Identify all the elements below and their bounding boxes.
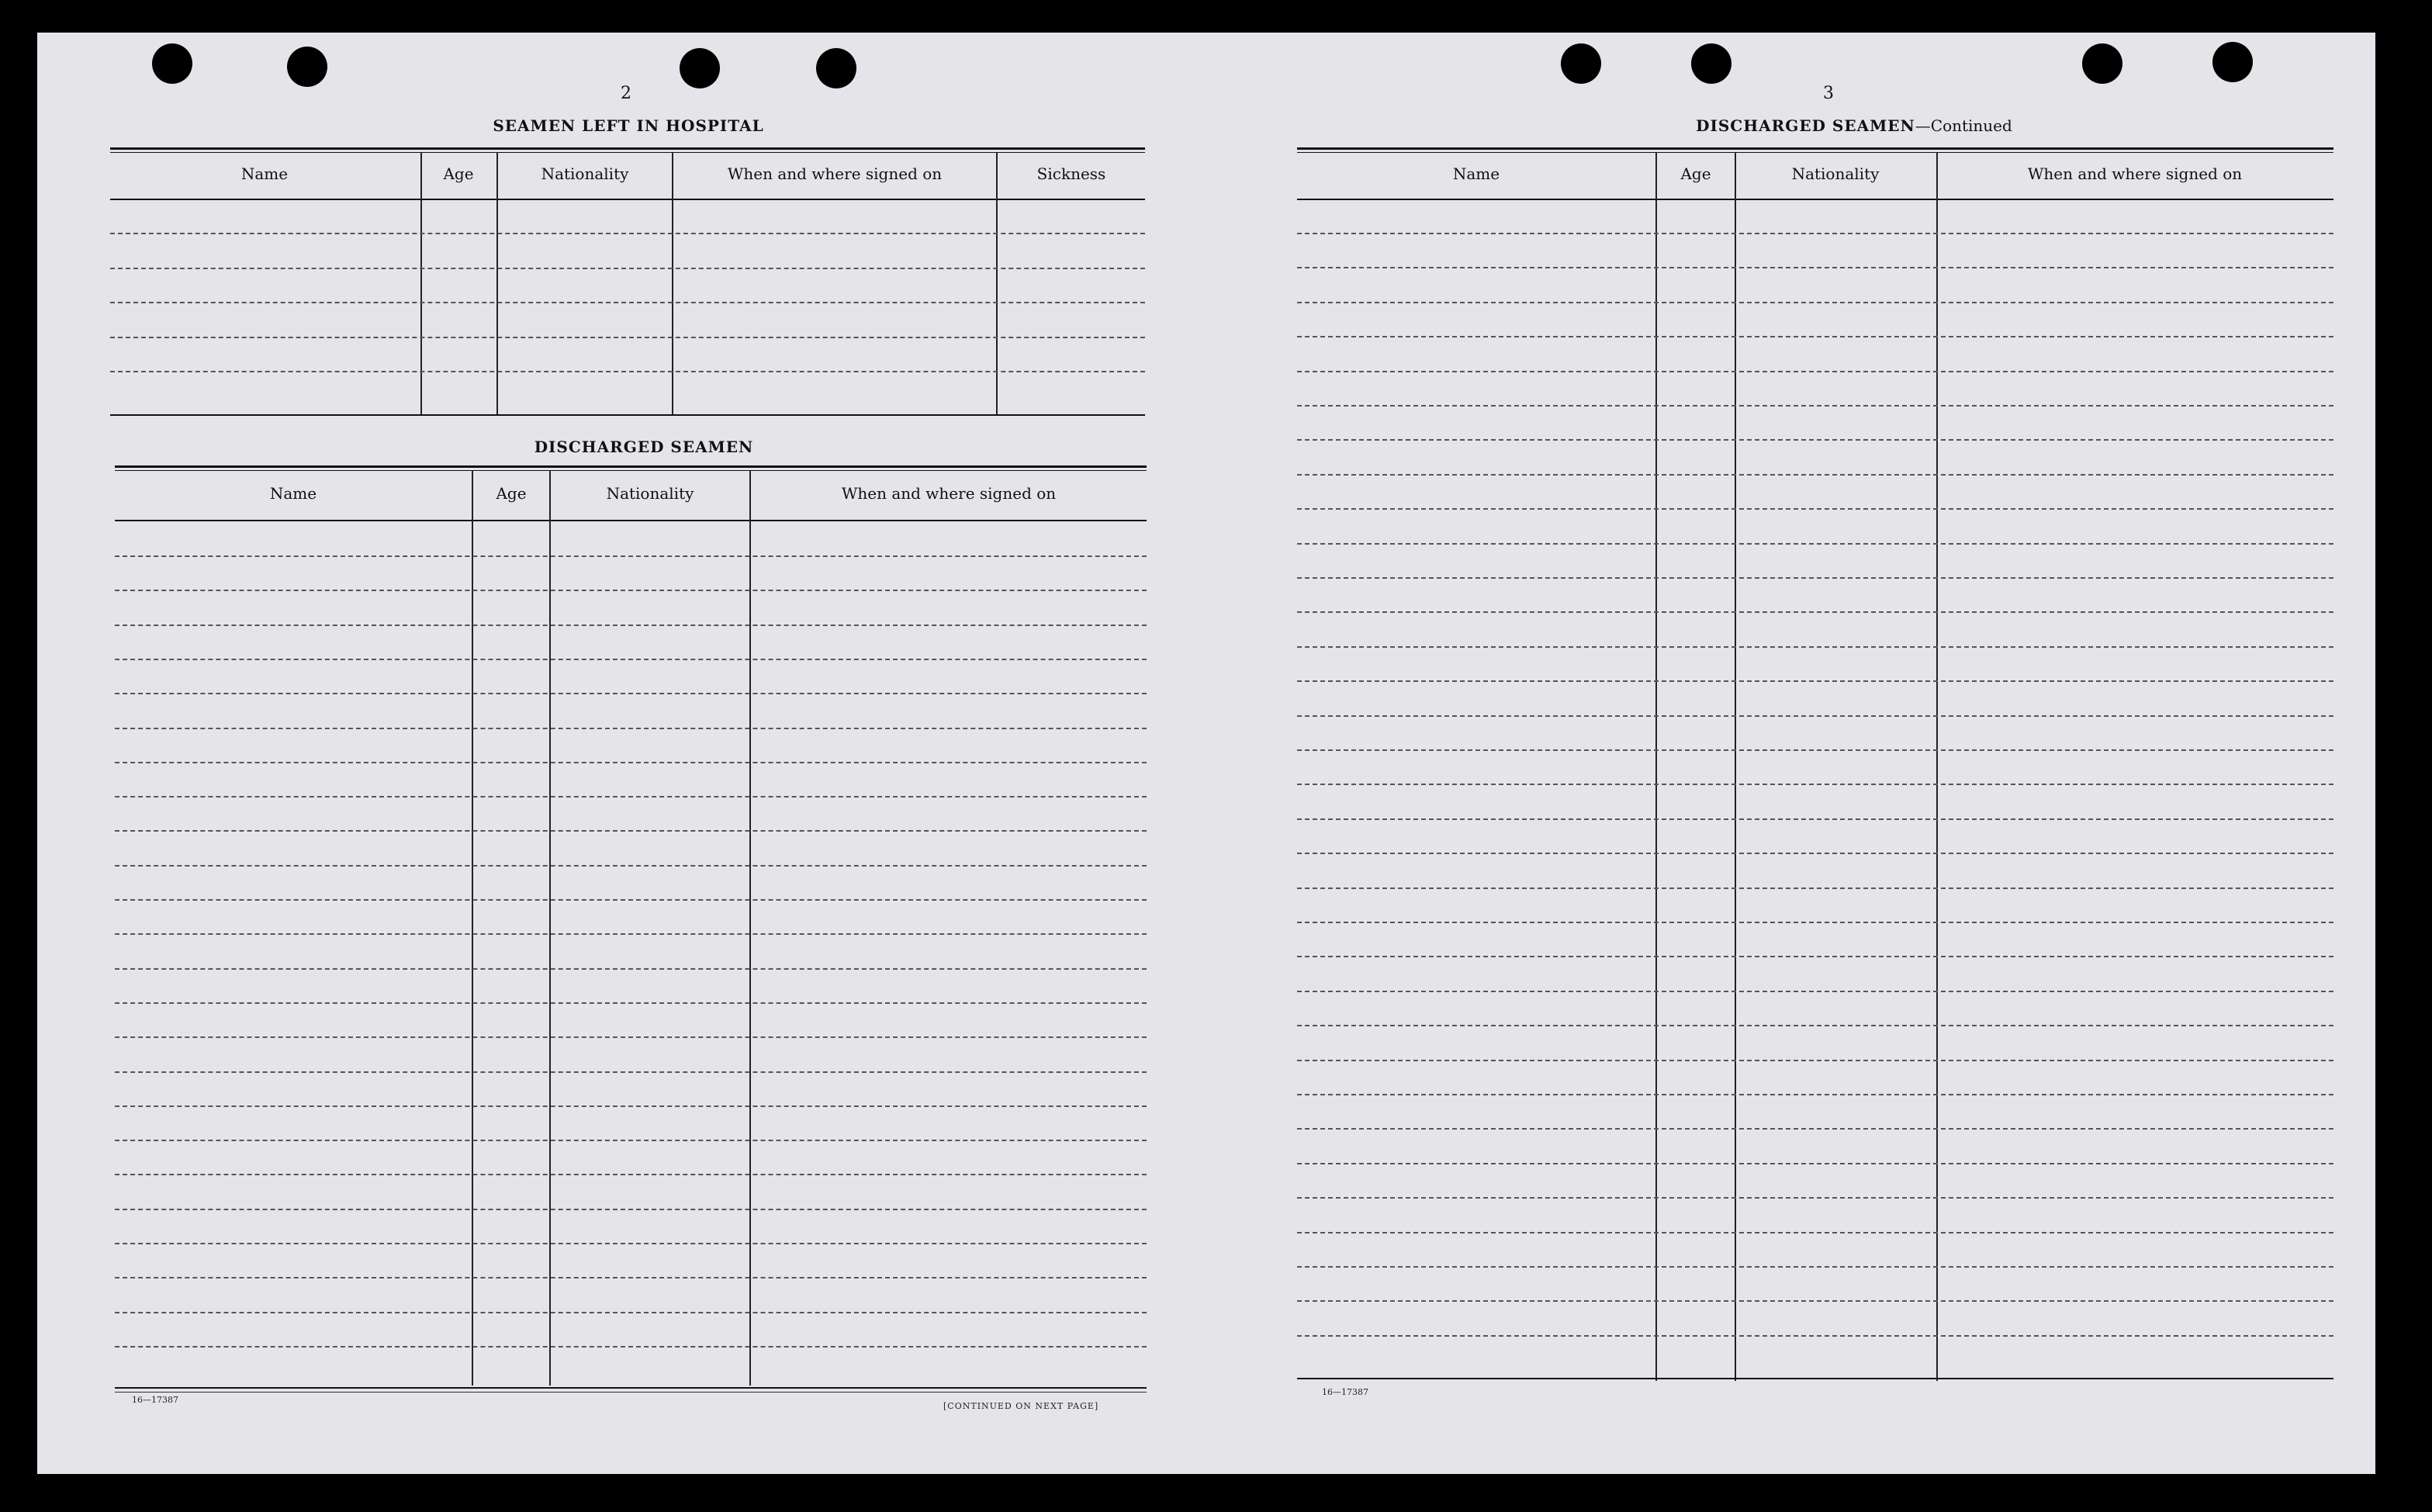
- row-line: [115, 659, 1147, 660]
- row-line: [1297, 715, 2333, 717]
- punch-hole: [1561, 43, 1601, 84]
- row-line: [1297, 439, 2333, 441]
- column-divider: [549, 470, 551, 1386]
- row-line: [1297, 1197, 2333, 1199]
- table-top-rule: [1297, 147, 2333, 150]
- table-bottom-rule: [115, 1387, 1147, 1389]
- discharged-continued-suffix: —Continued: [1915, 116, 2012, 135]
- row-line: [1297, 1163, 2333, 1164]
- row-line: [1297, 577, 2333, 579]
- row-line: [115, 1071, 1147, 1073]
- header-rule: [110, 199, 1145, 200]
- form-code-left: 16—17387: [132, 1395, 178, 1405]
- row-line: [1297, 1335, 2333, 1337]
- row-line: [1297, 1025, 2333, 1026]
- row-line: [1297, 1060, 2333, 1061]
- row-line: [1297, 474, 2333, 476]
- column-divider: [672, 152, 673, 416]
- row-line: [115, 899, 1147, 901]
- column-header-name: Name: [240, 164, 289, 183]
- column-header-nationality: Nationality: [1791, 164, 1880, 183]
- row-line: [1297, 267, 2333, 268]
- punch-hole: [152, 43, 192, 84]
- row-line: [1297, 336, 2333, 337]
- row-line: [115, 1243, 1147, 1244]
- table-top-rule: [110, 147, 1145, 150]
- header-rule: [1297, 199, 2333, 200]
- column-header-name: Name: [1452, 164, 1500, 183]
- row-line: [110, 268, 1145, 269]
- discharged-continued-table: [1297, 147, 2333, 1381]
- row-line: [1297, 1128, 2333, 1130]
- row-line: [115, 1105, 1147, 1107]
- column-header-nationality: Nationality: [606, 484, 694, 503]
- row-line: [110, 302, 1145, 303]
- row-line: [1297, 405, 2333, 407]
- punch-hole: [1691, 43, 1731, 84]
- column-header-signed-on: When and where signed on: [841, 484, 1057, 503]
- column-header-signed-on: When and where signed on: [727, 164, 943, 183]
- discharged-table: [115, 465, 1147, 1396]
- table-top-rule: [1297, 152, 2333, 153]
- row-line: [1297, 1094, 2333, 1095]
- row-line: [1297, 508, 2333, 510]
- row-line: [1297, 818, 2333, 820]
- row-line: [1297, 680, 2333, 682]
- row-line: [1297, 646, 2333, 648]
- row-line: [1297, 887, 2333, 889]
- column-header-age: Age: [1680, 164, 1711, 183]
- table-bottom-rule: [110, 414, 1145, 416]
- row-line: [1297, 1300, 2333, 1302]
- row-line: [115, 590, 1147, 591]
- page-number-left: 2: [621, 84, 631, 103]
- row-line: [115, 1174, 1147, 1175]
- row-line: [115, 1312, 1147, 1313]
- table-bottom-rule: [115, 1392, 1147, 1393]
- row-line: [115, 830, 1147, 832]
- column-divider: [472, 470, 473, 1386]
- row-line: [1297, 922, 2333, 923]
- row-line: [115, 1036, 1147, 1038]
- row-line: [115, 865, 1147, 867]
- column-header-name: Name: [269, 484, 317, 503]
- row-line: [1297, 302, 2333, 303]
- column-divider: [996, 152, 998, 416]
- header-rule: [115, 520, 1147, 521]
- form-code-right: 16—17387: [1322, 1387, 1368, 1397]
- column-divider: [749, 470, 751, 1386]
- column-header-nationality: Nationality: [541, 164, 629, 183]
- column-header-age: Age: [496, 484, 527, 503]
- row-line: [1297, 784, 2333, 785]
- punch-hole: [816, 48, 856, 88]
- row-line: [115, 1277, 1147, 1278]
- hospital-table: [110, 147, 1145, 419]
- table-top-rule: [110, 152, 1145, 153]
- row-line: [115, 625, 1147, 626]
- table-top-rule: [115, 470, 1147, 471]
- column-header-sickness: Sickness: [1036, 164, 1106, 183]
- row-line: [1297, 543, 2333, 545]
- punch-hole: [2212, 42, 2253, 82]
- continued-note: [CONTINUED ON NEXT PAGE]: [943, 1401, 1099, 1411]
- row-line: [1297, 991, 2333, 992]
- row-line: [115, 933, 1147, 935]
- row-line: [1297, 371, 2333, 372]
- table-top-rule: [115, 465, 1147, 468]
- column-header-signed-on: When and where signed on: [2027, 164, 2243, 183]
- row-line: [115, 693, 1147, 694]
- punch-hole: [680, 48, 720, 88]
- row-line: [110, 371, 1145, 372]
- row-line: [115, 728, 1147, 729]
- page-number-right: 3: [1823, 84, 1834, 103]
- punch-hole: [2082, 43, 2122, 84]
- row-line: [115, 796, 1147, 798]
- discharged-continued-title-main: DISCHARGED SEAMEN: [1696, 116, 1915, 135]
- row-line: [110, 233, 1145, 234]
- row-line: [115, 968, 1147, 970]
- row-line: [115, 1346, 1147, 1348]
- row-line: [115, 1002, 1147, 1004]
- row-line: [1297, 853, 2333, 854]
- column-header-age: Age: [443, 164, 474, 183]
- row-line: [115, 1209, 1147, 1210]
- row-line: [110, 337, 1145, 338]
- row-line: [1297, 233, 2333, 234]
- column-divider: [496, 152, 498, 416]
- row-line: [1297, 611, 2333, 613]
- column-divider: [420, 152, 422, 416]
- discharged-title: DISCHARGED SEAMEN: [534, 438, 754, 456]
- table-bottom-rule: [1297, 1378, 2333, 1379]
- row-line: [1297, 1266, 2333, 1268]
- row-line: [115, 1140, 1147, 1141]
- row-line: [115, 762, 1147, 763]
- row-line: [1297, 1232, 2333, 1233]
- row-line: [1297, 749, 2333, 751]
- row-line: [1297, 956, 2333, 957]
- punch-hole: [287, 47, 327, 87]
- row-line: [115, 555, 1147, 557]
- hospital-title: SEAMEN LEFT IN HOSPITAL: [493, 116, 764, 135]
- discharged-continued-title: [1621, 116, 2087, 135]
